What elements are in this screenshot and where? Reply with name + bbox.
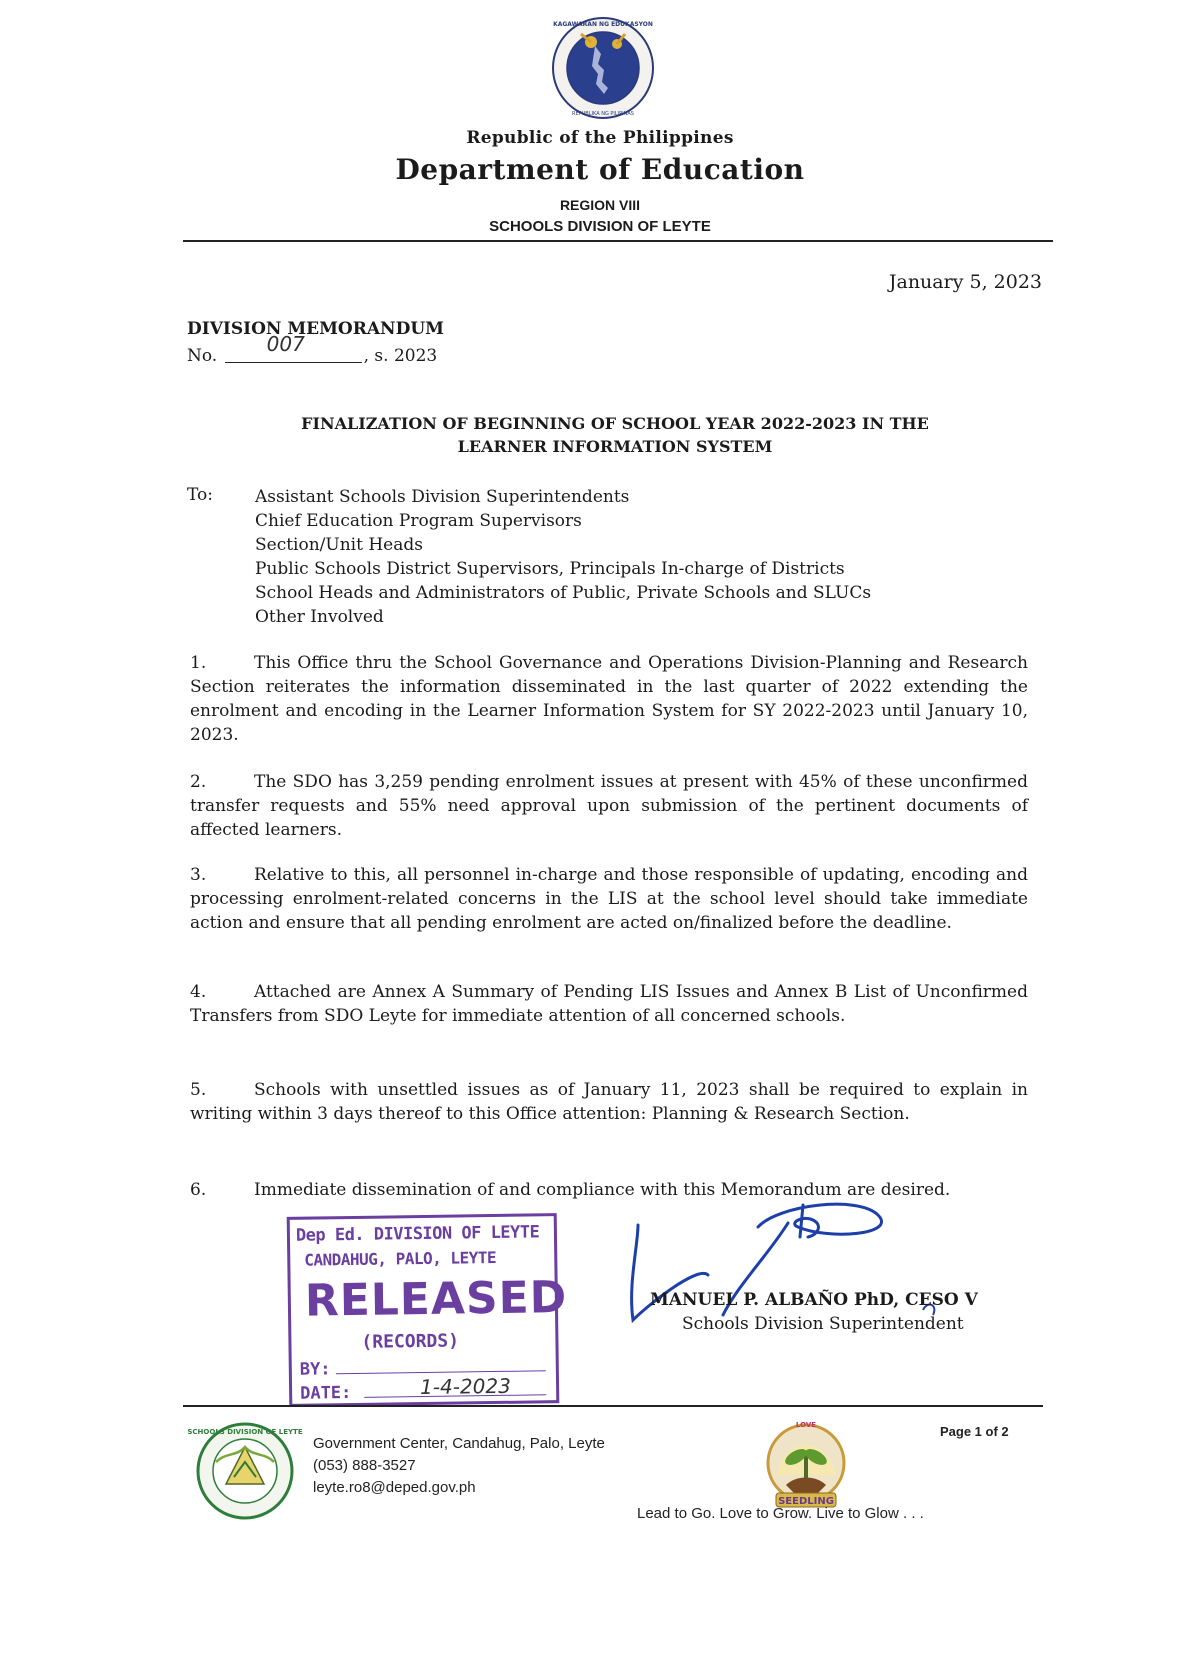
stamp-line-1: Dep Ed. DIVISION OF LEYTE xyxy=(295,1222,540,1246)
recipient-item: Other Involved xyxy=(255,607,384,627)
recipient-item: Assistant Schools Division Superintendents xyxy=(255,487,630,507)
to-label: To: xyxy=(187,485,213,505)
logo-love-text: LOVE xyxy=(795,1421,817,1429)
recipient-list xyxy=(255,485,871,629)
subject-line-2: LEARNER INFORMATION SYSTEM xyxy=(457,437,773,456)
recipient-item: Section/Unit Heads xyxy=(255,535,423,555)
region-heading: REGION VIII xyxy=(559,197,641,213)
recipient-item: School Heads and Administrators of Public, Private Schools and SLUCs xyxy=(255,583,872,603)
paragraph-4 xyxy=(190,980,1028,1028)
deped-seal-logo xyxy=(551,16,655,120)
page-indicator: Page 1 of 2 xyxy=(940,1424,1009,1439)
subject-line-1: FINALIZATION OF BEGINNING OF SCHOOL YEAR 2022-2023 IN THE xyxy=(301,414,929,433)
contact-phone: (053) 888-3527 xyxy=(313,1457,416,1474)
memo-subject xyxy=(200,412,1030,458)
memo-date: January 5, 2023 xyxy=(888,271,1042,293)
stamp-released: RELEASED xyxy=(304,1271,568,1327)
paragraph-number: 3. xyxy=(190,865,207,885)
memo-number-handwritten: 007 xyxy=(266,332,305,356)
memo-number-prefix: No. xyxy=(187,346,218,366)
signatory-position: Schools Division Superintendent xyxy=(682,1314,964,1334)
sdo-leyte-seal-logo xyxy=(187,1422,303,1520)
seal-bottom-text: REPUBLIKA NG PILIPINAS xyxy=(572,111,634,117)
recipient-item: Public Schools District Supervisors, Principals In-charge of Districts xyxy=(255,559,845,579)
republic-heading: Republic of the Philippines xyxy=(466,128,734,148)
footer-tagline: Lead to Go. Love to Grow. Live to Glow . . . xyxy=(637,1505,924,1522)
seal-top-text: KAGAWARAN NG EDUKASYON xyxy=(553,21,653,28)
paragraph-text: The SDO has 3,259 pending enrolment issues at present with 45% of these unconfirmed transfer requests and 55% need approval upon submission of the pertinent documents of affected learners. xyxy=(190,772,1028,840)
paragraph-5 xyxy=(190,1078,1028,1126)
paragraph-2 xyxy=(190,770,1028,842)
logo-seedling-text: SEEDLING xyxy=(778,1496,834,1507)
stamp-line-2: CANDAHUG, PALO, LEYTE xyxy=(304,1247,497,1270)
contact-block xyxy=(313,1433,605,1499)
contact-address: Government Center, Candahug, Palo, Leyte xyxy=(313,1435,605,1452)
paragraph-text: This Office thru the School Governance and Operations Division-Planning and Research Section reiterates the information disseminated in the last quarter of 2022 extending the enrolment and encoding in the Learner Information System for SY 2022-2023 until January 10, 2023. xyxy=(190,653,1028,745)
paragraph-number: 1. xyxy=(190,653,207,673)
footer-divider xyxy=(183,1405,1043,1407)
department-heading: Department of Education xyxy=(395,153,805,186)
paragraph-1 xyxy=(190,651,1028,747)
stamp-date-label: DATE: xyxy=(300,1383,352,1404)
header-divider xyxy=(183,240,1053,242)
paragraph-number: 6. xyxy=(190,1180,207,1200)
paragraph-number: 5. xyxy=(190,1080,207,1100)
stamp-by-label: BY: xyxy=(299,1359,331,1380)
paragraph-3 xyxy=(190,863,1028,935)
released-stamp xyxy=(287,1213,568,1407)
memo-number-blank xyxy=(225,332,362,363)
paragraph-text: Attached are Annex A Summary of Pending LIS Issues and Annex B List of Unconfirmed Transfers from SDO Leyte for immediate attention of all concerned schools. xyxy=(190,982,1028,1026)
seedling-logo xyxy=(756,1415,856,1515)
memo-title: DIVISION MEMORANDUM xyxy=(187,319,444,339)
paragraph-text: Relative to this, all personnel in-charge and those responsible of updating, encoding and processing enrolment-related concerns in the LIS at the school level should take immediate action and ensure that all pending enrolment are acted on/finalized before the deadline. xyxy=(190,865,1028,933)
stamp-by-line xyxy=(336,1370,546,1374)
paragraph-text: Schools with unsettled issues as of January 11, 2023 shall be required to explain in writing within 3 days thereof to this Office attention: Planning & Research Section. xyxy=(190,1080,1028,1124)
seal-bot-text: SCHOOLS DIVISION OF LEYTE xyxy=(187,1428,303,1436)
memo-series: , s. 2023 xyxy=(363,346,438,366)
paragraph-text: Immediate dissemination of and compliance with this Memorandum are desired. xyxy=(254,1180,951,1200)
recipient-item: Chief Education Program Supervisors xyxy=(255,511,582,531)
contact-email: leyte.ro8@deped.gov.ph xyxy=(313,1479,476,1496)
signatory-name: MANUEL P. ALBAÑO PhD, CESO V xyxy=(650,1290,978,1310)
memo-number xyxy=(187,332,438,366)
division-heading: SCHOOLS DIVISION OF LEYTE xyxy=(489,218,711,235)
paragraph-number: 2. xyxy=(190,772,207,792)
paragraph-number: 4. xyxy=(190,982,207,1002)
stamp-handwritten-date: 1-4-2023 xyxy=(419,1373,512,1400)
stamp-records: (RECORDS) xyxy=(361,1330,460,1353)
